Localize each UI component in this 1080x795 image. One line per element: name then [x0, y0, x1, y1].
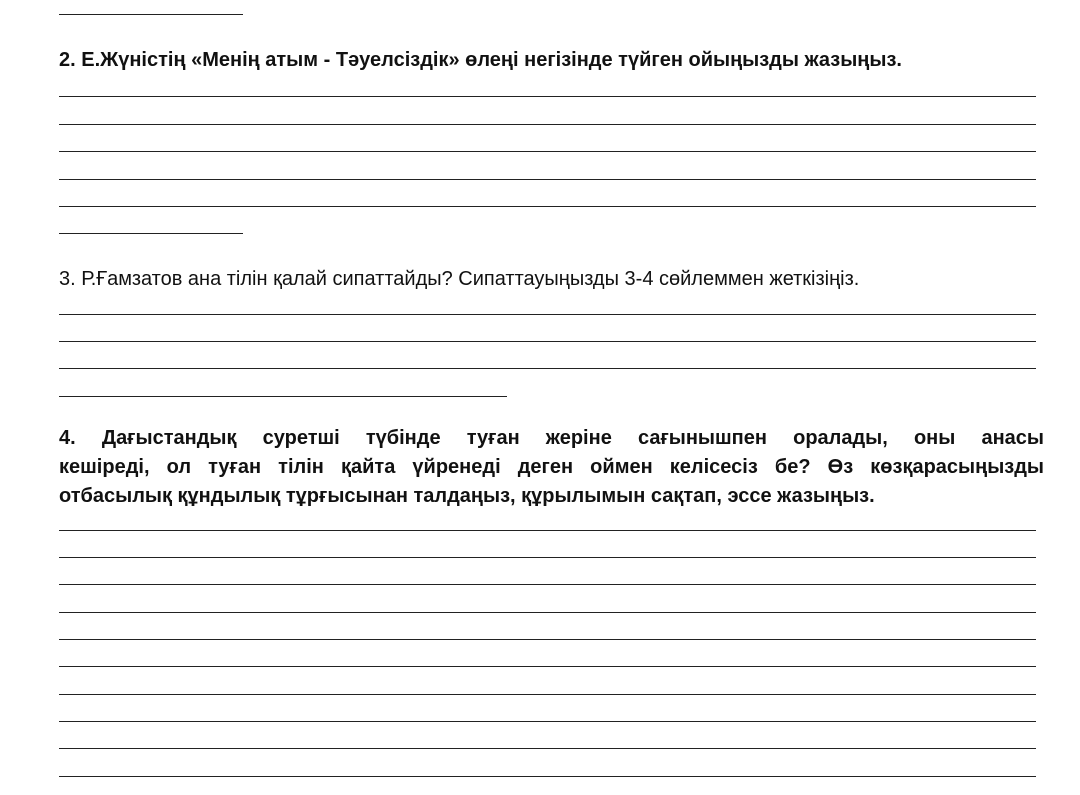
question-2-answer-line[interactable] — [59, 96, 1036, 97]
question-4-answer-line[interactable] — [59, 748, 1036, 749]
question-4-answer-line[interactable] — [59, 612, 1036, 613]
question-4-line: отбасылық құндылық тұрғысынан талдаңыз, құрылымын сақтап, эссе жазыңыз. — [59, 485, 875, 507]
question-3-answer-line[interactable] — [59, 314, 1036, 315]
question-2-text: 2. Е.Жүністің «Менің атым - Тәуелсіздік» өлеңі негізінде түйген ойыңызды жазыңыз. — [59, 49, 902, 71]
question-2-answer-line[interactable] — [59, 151, 1036, 152]
question-4-answer-line[interactable] — [59, 721, 1036, 722]
question-3-text: 3. Р.Ғамзатов ана тілін қалай сипаттайды? Сипаттауыңызды 3-4 сөйлеммен жеткізіңіз. — [59, 268, 860, 290]
question-3-answer-line[interactable] — [59, 396, 507, 397]
question-4-answer-line[interactable] — [59, 530, 1036, 531]
question-2-answer-line[interactable] — [59, 124, 1036, 125]
question-2-answer-line[interactable] — [59, 233, 243, 234]
question-4-answer-line[interactable] — [59, 584, 1036, 585]
question-4-answer-line[interactable] — [59, 694, 1036, 695]
question-4-line: 4. Дағыстандық суретші түбінде туған жеріне сағынышпен оралады, оны анасы — [59, 427, 1044, 449]
answer-line-stub[interactable] — [59, 14, 243, 15]
question-4-answer-line[interactable] — [59, 639, 1036, 640]
question-4-line: кешіреді, ол туған тілін қайта үйренеді деген оймен келісесіз бе? Өз көзқарасыңызды — [59, 456, 1044, 478]
question-2-answer-line[interactable] — [59, 179, 1036, 180]
question-4-answer-line[interactable] — [59, 557, 1036, 558]
question-4-text — [59, 424, 1044, 511]
question-3-answer-line[interactable] — [59, 341, 1036, 342]
question-3-answer-line[interactable] — [59, 368, 1036, 369]
question-4-answer-line[interactable] — [59, 666, 1036, 667]
question-4-answer-line[interactable] — [59, 776, 1036, 777]
question-2-answer-line[interactable] — [59, 206, 1036, 207]
